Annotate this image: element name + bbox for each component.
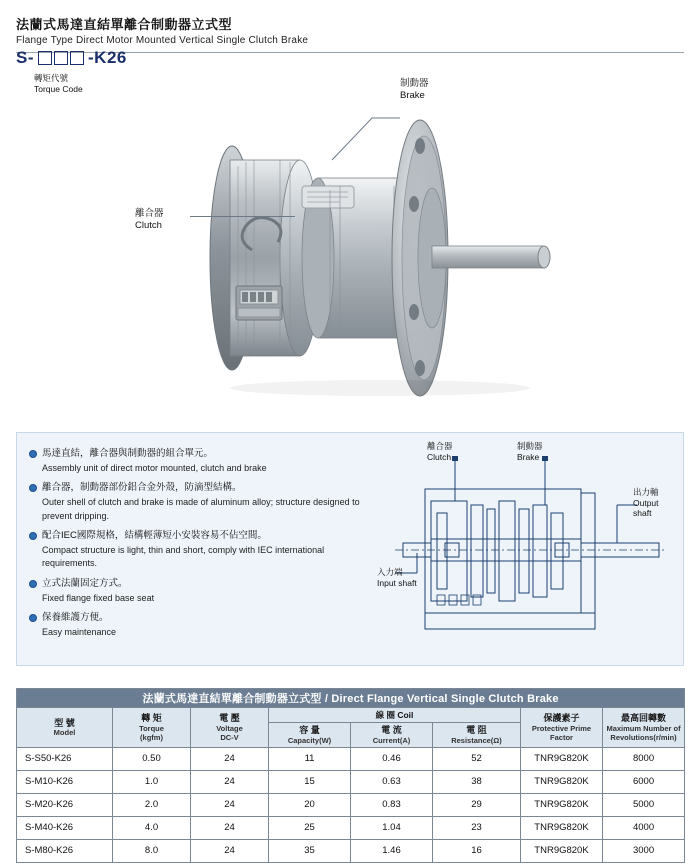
cell-model: S-M80-K26 [17,839,113,862]
table-band-title: 法蘭式馬達直結單離合制動器立式型 / Direct Flange Vertical Single Clutch Brake [17,689,685,708]
col-header-current-en: Current(A) [372,735,411,745]
table-row [17,816,685,839]
feature-text-cn: 配合IEC國際規格，結構輕薄短小安裝容易不佔空間。 [42,530,267,542]
feature-text-en: Fixed flange fixed base seat [42,592,155,603]
col-header-model [17,708,113,748]
section-label-output-cn: 出力軸 [633,487,659,497]
feature-text-en: Compact structure is light, thin and short, comply with IEC international requirements. [42,544,325,569]
col-header-voltage-en2: DC-V [220,732,239,742]
cell-voltage: 24 [191,747,269,770]
callout-brake-leader [330,94,410,164]
col-header-resistance-en: Resistance(Ω) [451,735,502,745]
cell-protective: TNR9G820K [521,816,603,839]
feature-text-en: Outer shell of clutch and brake is made of aluminum alloy; structure designed to prevent dripping. [42,497,360,521]
col-header-protective-en2: Factor [550,732,573,742]
feature-list [29,447,381,645]
col-header-torque-en2: (kgfm) [140,732,163,742]
cell-current: 0.63 [351,770,433,793]
nameplate [302,186,354,208]
feature-text-cn: 立式法蘭固定方式。 [42,577,128,589]
torque-code-caption-cn: 轉矩代號 [34,73,69,83]
list-item [29,447,381,461]
col-header-capacity-cn: 容 量 [299,725,320,736]
cross-section-drawing [377,441,675,655]
cell-torque: 0.50 [113,747,191,770]
spec-table-wrapper [16,688,684,863]
model-code [16,48,127,68]
col-header-protective-cn: 保護素子 [543,713,580,724]
col-header-protective-en1: Protective Prime [531,723,592,733]
cell-torque: 2.0 [113,793,191,816]
cell-model: S-M20-K26 [17,793,113,816]
section-label-clutch-cn: 離合器 [427,441,453,451]
section-label-brake [517,441,543,462]
cell-current: 1.46 [351,839,433,862]
cell-resistance: 29 [433,793,521,816]
cell-current: 1.04 [351,816,433,839]
cell-resistance: 38 [433,770,521,793]
code-box [38,51,52,65]
cell-model: S-S50-K26 [17,747,113,770]
list-item [29,529,381,543]
col-header-rpm-en1: Maximum Number of [606,723,681,733]
model-code-prefix: S- [16,48,34,67]
col-header-torque-cn: 轉 矩 [141,713,162,724]
cross-section-svg [385,443,675,655]
col-header-protective [521,708,603,748]
model-code-boxes [38,51,84,65]
feature-text-cn: 馬達直結，離合器與制動器的組合單元。 [42,448,214,459]
cell-capacity: 11 [269,747,351,770]
col-header-current [351,723,433,748]
model-code-suffix: -K26 [88,48,127,67]
table-row [17,839,685,862]
section-label-input-en: Input shaft [377,577,417,588]
col-header-current-cn: 電 流 [381,725,402,736]
cell-model: S-M10-K26 [17,770,113,793]
cell-protective: TNR9G820K [521,747,603,770]
col-header-coil-group: 線 圈 Coil [269,708,521,723]
section-label-output-en: Output shaft [633,497,659,519]
section-label-clutch [427,441,453,462]
col-header-rpm-cn: 最高回轉數 [621,713,667,724]
cell-resistance: 23 [433,816,521,839]
code-box [70,51,84,65]
section-label-clutch-en: Clutch [427,451,452,462]
cell-voltage: 24 [191,770,269,793]
bullet-dot-icon [29,614,37,622]
torque-code-caption-en: Torque Code [34,83,83,94]
col-header-capacity-en: Capacity(W) [287,735,332,745]
col-header-voltage-en1: Voltage [216,723,243,733]
cell-torque: 1.0 [113,770,191,793]
col-header-rpm [603,708,685,748]
table-row [17,770,685,793]
callout-clutch-cn: 離合器 [135,208,164,219]
terminal-box [236,286,282,320]
cell-voltage: 24 [191,816,269,839]
cell-model: S-M40-K26 [17,816,113,839]
cell-protective: TNR9G820K [521,793,603,816]
page-title-cn: 法蘭式馬達直結單離合制動器立式型 [16,17,233,32]
cell-capacity: 20 [269,793,351,816]
product-photo-area [0,70,700,420]
list-item [29,577,381,591]
col-header-torque-en1: Torque [139,723,164,733]
cell-resistance: 52 [433,747,521,770]
col-header-capacity [269,723,351,748]
col-header-resistance [433,723,521,748]
col-header-rpm-en2: Revolutions(r/min) [610,732,677,742]
feature-text-en: Easy maintenance [42,626,117,637]
cell-rpm: 5000 [603,793,685,816]
code-box [54,51,68,65]
cell-protective: TNR9G820K [521,839,603,862]
list-item [29,611,381,625]
features-panel [16,432,684,666]
bullet-dot-icon [29,580,37,588]
section-label-input-cn: 入力端 [377,567,403,577]
cell-voltage: 24 [191,839,269,862]
cell-rpm: 6000 [603,770,685,793]
cell-protective: TNR9G820K [521,770,603,793]
table-row [17,793,685,816]
spec-table [16,688,685,863]
cell-current: 0.46 [351,747,433,770]
section-label-input [377,567,417,588]
callout-clutch-leader [190,216,295,217]
callout-clutch [135,208,164,233]
bullet-dot-icon [29,532,37,540]
section-label-output [633,487,675,519]
section-label-brake-en: Brake [517,451,540,462]
cell-rpm: 8000 [603,747,685,770]
callout-clutch-en: Clutch [135,220,162,232]
table-row [17,747,685,770]
cell-resistance: 16 [433,839,521,862]
feature-text-en: Assembly unit of direct motor mounted, clutch and brake [42,462,267,473]
cell-capacity: 25 [269,816,351,839]
cell-rpm: 3000 [603,839,685,862]
feature-text-cn: 保養維護方便。 [42,612,109,624]
col-header-voltage-cn: 電 壓 [219,713,240,724]
cell-torque: 8.0 [113,839,191,862]
cell-torque: 4.0 [113,816,191,839]
col-header-voltage [191,708,269,748]
list-item [29,481,381,495]
col-header-model-en: Model [53,728,76,738]
cell-rpm: 4000 [603,816,685,839]
page-title-en: Flange Type Direct Motor Mounted Vertical Single Clutch Brake [16,35,309,46]
feature-text-cn: 離合器，制動器部份鋁合金外殼，防滴型結構。 [42,482,242,494]
cell-capacity: 15 [269,770,351,793]
callout-brake-en: Brake [400,90,425,102]
bullet-dot-icon [29,484,37,492]
col-header-torque [113,708,191,748]
callout-brake-cn: 制動器 [400,78,429,89]
col-header-model-cn: 型 號 [54,717,75,728]
cell-voltage: 24 [191,793,269,816]
col-header-resistance-cn: 電 阻 [466,725,487,736]
page-header [0,0,700,53]
cell-current: 0.83 [351,793,433,816]
bullet-dot-icon [29,450,37,458]
cell-capacity: 35 [269,839,351,862]
section-label-brake-cn: 制動器 [517,441,543,451]
